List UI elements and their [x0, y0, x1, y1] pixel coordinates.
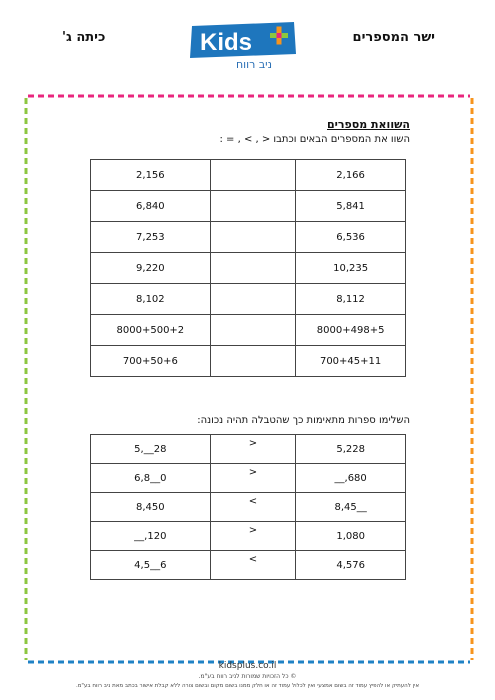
right-number: 8,112 [296, 284, 406, 315]
left-number[interactable]: 5,__28 [91, 435, 211, 464]
left-number[interactable]: 6,8__0 [91, 464, 211, 493]
sign-cell: > [210, 464, 296, 493]
sign-cell[interactable] [210, 346, 296, 377]
left-number[interactable]: 4,5__6 [91, 551, 211, 580]
table-row [91, 315, 406, 346]
left-number[interactable]: 8,450 [91, 493, 211, 522]
table-row [91, 346, 406, 377]
table-row [91, 284, 406, 315]
sign-cell: > [210, 435, 296, 464]
left-number: 2,156 [91, 160, 211, 191]
sign-cell: < [210, 551, 296, 580]
logo-subtitle: ניב רווח [235, 58, 273, 71]
section-title: השוואת מספרים [327, 118, 410, 131]
right-number[interactable]: 5,228 [296, 435, 406, 464]
table-row [91, 435, 406, 464]
table-row [91, 253, 406, 284]
left-number[interactable]: __,120 [91, 522, 211, 551]
footer-legal: אין להעתיק או להפיץ עמוד זה בשום אמצעי ואין לכלול עמוד זה או חלק ממנו בשום מקום ובשום צורה ללא קבלת אישור בכתב מאת ניב רווח בע"מ. [75, 683, 420, 689]
table-row [91, 464, 406, 493]
left-number: 8000+500+2 [91, 315, 211, 346]
right-number: 8000+498+5 [296, 315, 406, 346]
right-number: 2,166 [296, 160, 406, 191]
right-number: 10,235 [296, 253, 406, 284]
instruction-compare: השוו את המספרים הבאים וכתבו < , > , = : [219, 134, 410, 145]
table-row [91, 222, 406, 253]
complete-digits-table [90, 434, 406, 580]
table-row [91, 191, 406, 222]
sign-cell: < [210, 493, 296, 522]
sign-cell[interactable] [210, 315, 296, 346]
table-row [91, 160, 406, 191]
left-number: 7,253 [91, 222, 211, 253]
sign-cell[interactable] [210, 253, 296, 284]
left-number: 9,220 [91, 253, 211, 284]
svg-text:Kids: Kids [200, 29, 253, 56]
right-number: 700+45+11 [296, 346, 406, 377]
sign-cell: > [210, 522, 296, 551]
right-number[interactable]: __,680 [296, 464, 406, 493]
right-number[interactable]: 8,45__ [296, 493, 406, 522]
table-row [91, 493, 406, 522]
left-number: 6,840 [91, 191, 211, 222]
sign-cell[interactable] [210, 191, 296, 222]
right-number: 6,536 [296, 222, 406, 253]
instruction-complete-digits: השלימו ספרות מתאימות כך שהטבלה תהיה נכונה: [197, 415, 410, 426]
right-number: 5,841 [296, 191, 406, 222]
table-row [91, 551, 406, 580]
compare-table [90, 159, 406, 377]
right-number[interactable]: 4,576 [296, 551, 406, 580]
worksheet-subject: ישר המספרים [352, 30, 435, 45]
footer-copyright: © כל הזכויות שמורות לניב רווח בע"מ. [198, 673, 297, 680]
right-number[interactable]: 1,080 [296, 522, 406, 551]
footer-url[interactable]: kidsplus.co.il [218, 661, 277, 671]
table-row [91, 522, 406, 551]
sign-cell[interactable] [210, 284, 296, 315]
left-number: 8,102 [91, 284, 211, 315]
grade-label: כיתה ג' [62, 30, 106, 45]
sign-cell[interactable] [210, 160, 296, 191]
kids-plus-logo [184, 20, 302, 80]
left-number: 700+50+6 [91, 346, 211, 377]
sign-cell[interactable] [210, 222, 296, 253]
